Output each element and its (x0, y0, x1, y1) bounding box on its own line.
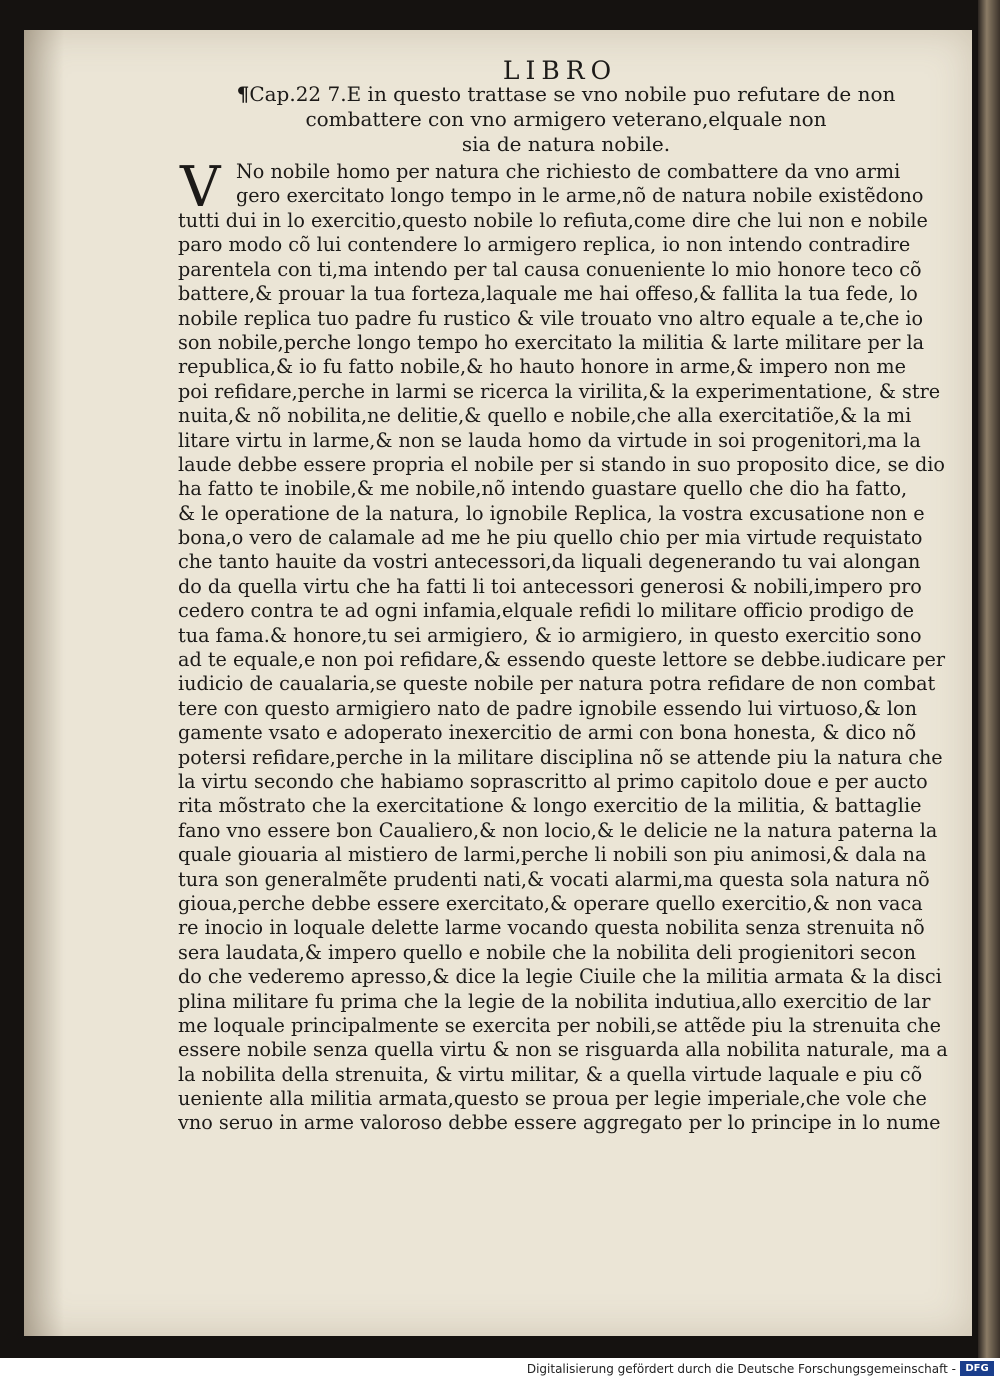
text-line: No nobile homo per natura che richiesto de combattere da vno armi (236, 160, 901, 183)
text-line: laude debbe essere propria el nobile per si stando in suo proposito dice, se dio (178, 452, 945, 476)
text-line: fano vno essere bon Caualiero,& non locio,& le delicie ne la natura paterna la (178, 818, 938, 842)
text-line: ha fatto te inobile,& me nobile,nõ intendo guastare quello che dio ha fatto, (178, 477, 908, 501)
text-line: tutti dui in lo exercitio,questo nobile lo refiuta,come dire che lui non e nobile (178, 209, 928, 232)
gutter-shadow (24, 30, 64, 1336)
text-line: quale giouaria al mistiero de larmi,perche li nobili son piu animosi,& dala na (178, 843, 927, 867)
text-line: nuita,& nõ nobilita,ne delitie,& quello e nobile,che alla exercitatiõe,& la mi (178, 404, 912, 428)
text-line: iudicio de caualaria,se queste nobile per natura potra refidare de non combat (178, 672, 936, 696)
text-line: sera laudata,& impero quello e nobile che la nobilita deli progienitori secon (178, 940, 916, 964)
text-line: parentela con ti,ma intendo per tal causa conueniente lo mio honore teco cõ (178, 257, 922, 281)
chapter-heading-line: combattere con vno armigero veterano,elquale non (305, 107, 827, 131)
digitization-credit: Digitalisierung gefördert durch die Deutsche Forschungsgemeinschaft - (526, 1362, 956, 1376)
text-line: battere,& prouar la tua forteza,laquale me hai offeso,& fallita la tua fede, lo (178, 282, 918, 306)
text-line: re inocio in loquale delette larme vocando questa nobilita senza strenuita nõ (178, 916, 925, 940)
text-line: & le operatione de la natura, lo ignobile Replica, la vostra excusatione non e (178, 501, 925, 525)
chapter-heading (226, 82, 906, 157)
text-line: son nobile,perche longo tempo ho exercitato la militia & larte militare per la (178, 330, 925, 354)
chapter-heading-line: sia de natura nobile. (461, 132, 671, 156)
text-line: tura son generalmẽte prudenti nati,& vocati alarmi,ma questa sola natura nõ (178, 867, 930, 891)
text-line: do che vederemo apresso,& dice la legie Ciuile che la militia armata & la disci (178, 965, 942, 989)
text-line: paro modo cõ lui contendere lo armigero replica, io non intendo contradire (178, 233, 911, 257)
text-line: ueniente alla militia armata,questo se proua per legie imperiale,che vole che (178, 1087, 927, 1111)
text-line: la nobilita della strenuita, & virtu militar, & a quella virtude laquale e piu cõ (178, 1062, 923, 1086)
text-line: essere nobile senza quella virtu & non se risguarda alla nobilita naturale, ma a (178, 1038, 948, 1062)
chapter-heading-line: ¶Cap.22 7.E in questo trattase se vno nobile puo refutare de non (236, 82, 896, 106)
text-line: republica,& io fu fatto nobile,& ho hauto honore in arme,& impero non me (178, 355, 906, 379)
book-cover-edge (978, 0, 1000, 1358)
text-line: la virtu secondo che habiamo soprascritto al primo capitolo doue e per aucto (178, 769, 928, 793)
text-line: gioua,perche debbe essere exercitato,& operare quello exercitio,& non vaca (178, 891, 923, 915)
text-line: gero exercitato longo tempo in le arme,nõ de natura nobile existẽdono (236, 184, 924, 208)
text-line: ad te equale,e non poi refidare,& essendo queste lettore se debbe.iudicare per (178, 648, 946, 672)
text-line: plina militare fu prima che la legie de la nobilita indutiua,allo exercitio de lar (178, 989, 931, 1013)
text-line: tere con questo armigiero nato de padre ignobile essendo lui virtuoso,& lon (178, 696, 917, 720)
text-line: cedero contra te ad ogni infamia,elquale refidi lo militare officio prodigo de (178, 599, 914, 623)
text-line: poi refidare,perche in larmi se ricerca la virilita,& la experimentatione, & stre (178, 379, 941, 403)
footer-bar (0, 1358, 1000, 1381)
text-line: tua fama.& honore,tu sei armigiero, & io armigiero, in questo exercitio sono (178, 623, 922, 647)
paragraph-mark-icon: ¶ (236, 82, 250, 106)
text-line: rita mõstrato che la exercitatione & longo exercitio de la militia, & battaglie (178, 794, 922, 818)
text-line: do da quella virtu che ha fatti li toi antecessori generosi & nobili,impero pro (178, 574, 922, 598)
text-line: potersi refidare,perche in la militare disciplina nõ se attende piu la natura che (178, 745, 943, 769)
text-line: bona,o vero de calamale ad me he piu quello chio per mia virtude requistato (178, 526, 923, 550)
text-line: gamente vsato e adoperato inexercitio de armi con bona honesta, & dico nõ (178, 721, 917, 745)
opening-lines (236, 160, 956, 209)
text-line: litare virtu in larme,& non se lauda homo da virtude in soi progenitori,ma la (178, 428, 921, 452)
text-line: che tanto hauite da vostri antecessori,da liquali degenerando tu vai alongan (178, 550, 921, 574)
dfg-logo: DFG (960, 1361, 994, 1376)
running-head: LIBRO (502, 56, 618, 85)
body-text (178, 209, 958, 1136)
drop-cap: V (180, 155, 221, 220)
text-line: vno seruo in arme valoroso debbe essere aggregato per lo principe in lo nume (178, 1111, 941, 1135)
text-line: nobile replica tuo padre fu rustico & vile trouato vno altro equale a te,che io (178, 306, 924, 330)
text-line: me loquale principalmente se exercita per nobili,se attẽde piu la strenuita che (178, 1013, 941, 1037)
